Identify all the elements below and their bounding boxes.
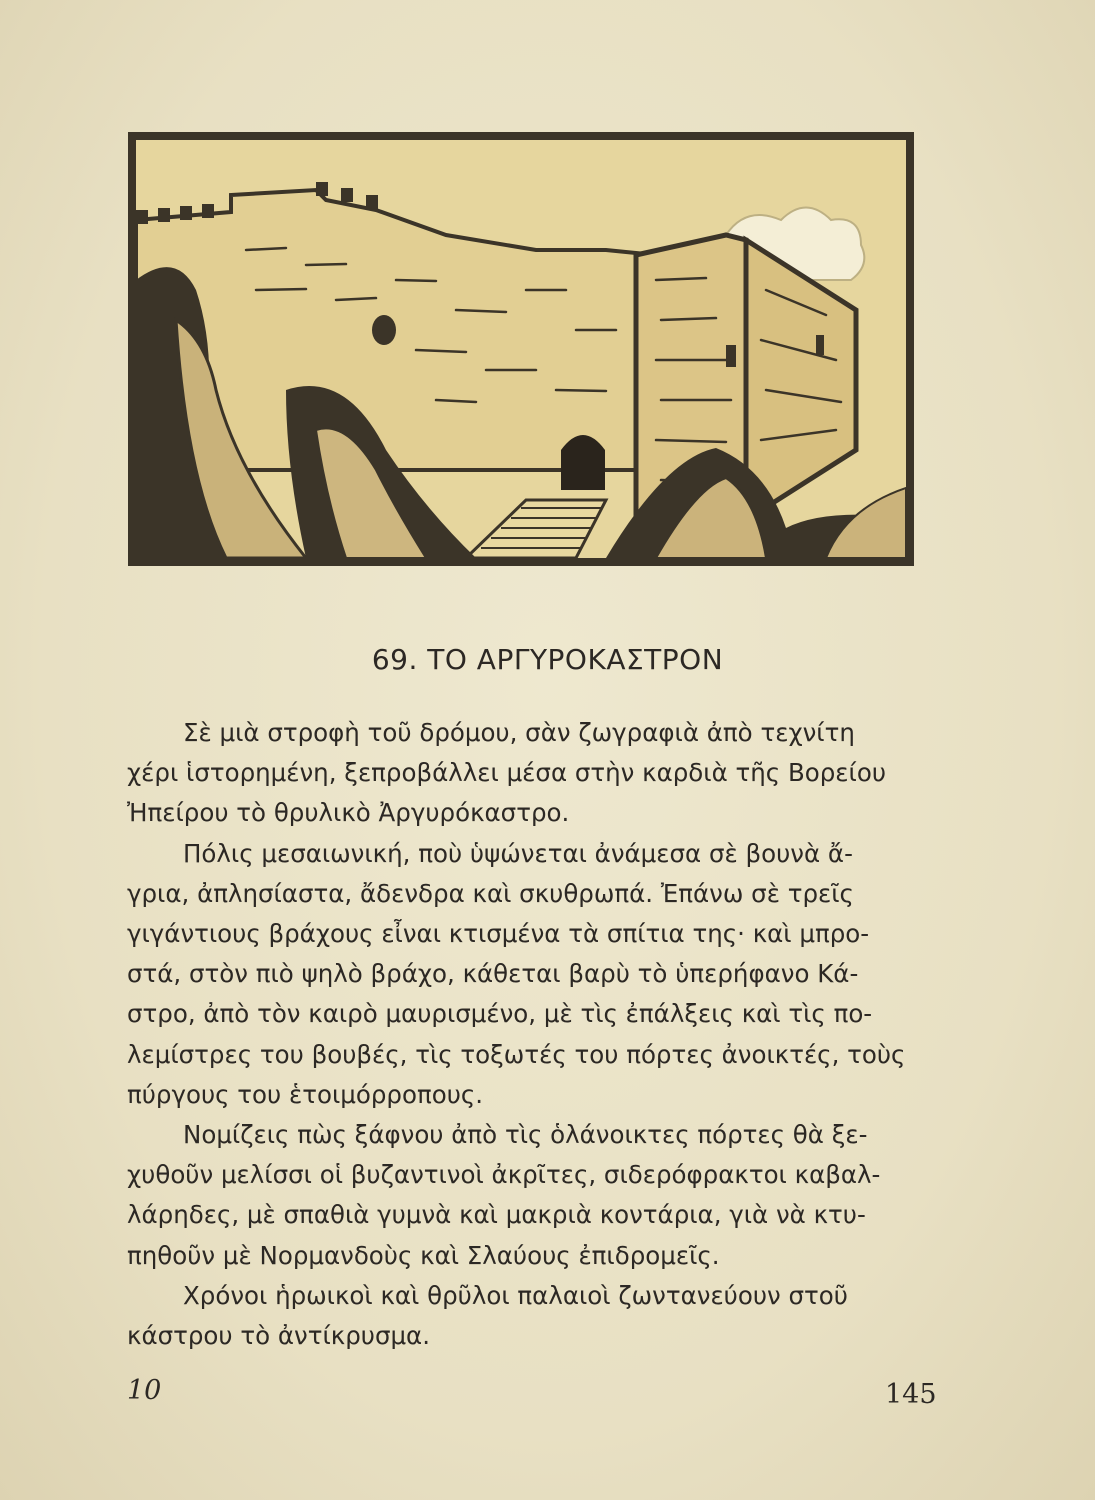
paragraph-3 [127, 1115, 928, 1276]
page-number: 145 [885, 1379, 937, 1410]
text-line: πύργους του ἑτοιμόρροπους. [127, 1079, 484, 1109]
text-line: λάρηδες, μὲ σπαθιὰ γυμνὰ καὶ μακριὰ κοντάρια, γιὰ νὰ κτυ- [127, 1200, 866, 1230]
paragraph-1 [127, 713, 928, 834]
chapter-title: 69. ΤΟ ΑΡΓΥΡΟΚΑΣΤΡΟΝ [371, 643, 724, 676]
text-line: χυθοῦν μελίσσι οἱ βυζαντινοὶ ἀκρῖτες, σιδερόφρακτοι καβαλ- [127, 1160, 881, 1190]
text-line: Νομίζεις πὼς ξάφνου ἀπὸ τὶς ὁλάνοικτες πόρτες θὰ ξε- [183, 1120, 868, 1150]
castle-woodcut-image [136, 140, 906, 558]
text-line: Πόλις μεσαιωνική, ποὺ ὑψώνεται ἀνάμεσα σὲ βουνὰ ἄ- [183, 838, 853, 868]
text-line: πηθοῦν μὲ Νορμανδοὺς καὶ Σλαύους ἐπιδρομεῖς. [127, 1240, 720, 1270]
text-line: γρια, ἀπλησίαστα, ἄδενδρα καὶ σκυθρωπά. Ἐπάνω σὲ τρεῖς [127, 878, 854, 908]
text-line: Χρόνοι ἡρωικοὶ καὶ θρῦλοι παλαιοὶ ζωντανεύουν στοῦ [183, 1280, 848, 1310]
text-line: χέρι ἱστορημένη, ξεπροβάλλει μέσα στὴν καρδιὰ τῆς Βορείου [127, 758, 887, 788]
paragraph-4 [127, 1276, 928, 1356]
text-line: στά, στὸν πιὸ ψηλὸ βράχο, κάθεται βαρὺ τὸ ὑπερήφανο Κά- [127, 959, 859, 989]
text-line: στρο, ἀπὸ τὸν καιρὸ μαυρισμένο, μὲ τὶς ἐπάλξεις καὶ τὶς πο- [127, 999, 873, 1029]
text-line: γιγάντιους βράχους εἶναι κτισμένα τὰ σπίτια της· καὶ μπρο- [127, 919, 870, 949]
castle-illustration [128, 132, 914, 566]
text-line: Ἠπείρου τὸ θρυλικὸ Ἀργυρόκαστρο. [127, 798, 570, 828]
body-text [127, 713, 928, 1356]
signature-mark: 10 [127, 1375, 162, 1406]
text-line: Σὲ μιὰ στροφὴ τοῦ δρόμου, σὰν ζωγραφιὰ ἀπὸ τεχνίτη [183, 718, 855, 747]
text-line: λεμίστρες του βουβές, τὶς τοξωτές του πόρτες ἀνοικτές, τοὺς [127, 1039, 906, 1069]
paragraph-2 [127, 834, 928, 1115]
text-line: κάστρου τὸ ἀντίκρυσμα. [127, 1321, 430, 1351]
